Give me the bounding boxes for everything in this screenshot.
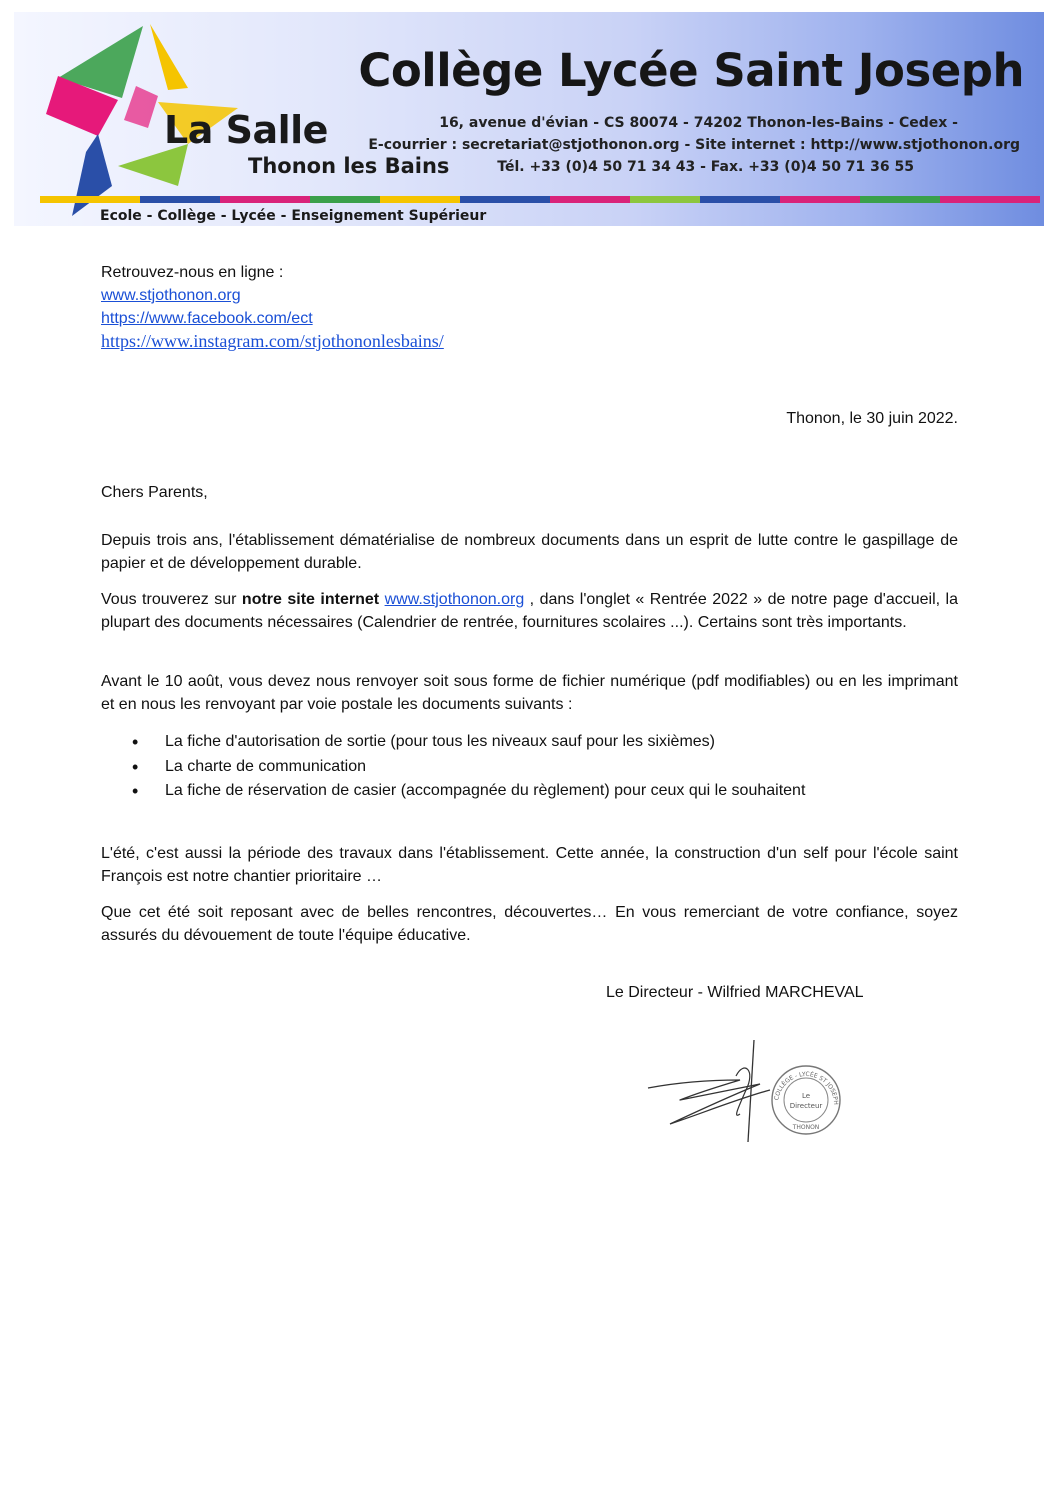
list-item: • La fiche d'autorisation de sortie (pour tous les niveaux sauf pour les sixièmes) bbox=[132, 730, 805, 755]
documents-list bbox=[132, 730, 805, 804]
signer-name: Le Directeur - Wilfried MARCHEVAL bbox=[606, 984, 864, 1001]
paragraph-2-bold: notre site internet bbox=[241, 591, 380, 608]
list-item: • La charte de communication bbox=[132, 755, 805, 780]
tagline: Ecole - Collège - Lycée - Enseignement Supérieur bbox=[100, 208, 487, 224]
stamp-center-line1: Le bbox=[801, 1092, 811, 1100]
school-name: Collège Lycée Saint Joseph bbox=[358, 44, 1024, 97]
paragraph-3: Avant le 10 août, vous devez nous renvoyer soit sous forme de fichier numérique (pdf modifiables) ou en les imprimant et en nous les renvoyant par voie postale les documents suivants : bbox=[101, 673, 958, 713]
paragraph-4: L'été, c'est aussi la période des travaux dans l'établissement. Cette année, la construction d'un self pour l'école saint François est notre chantier prioritaire … bbox=[101, 845, 958, 885]
school-contact: E-courrier : secretariat@stjothonon.org - Site internet : http://www.stjothonon.org bbox=[368, 137, 1020, 153]
brand-city: Thonon les Bains bbox=[248, 154, 450, 178]
paragraph-2-link[interactable]: www.stjothonon.org bbox=[384, 591, 525, 608]
website-link[interactable]: www.stjothonon.org bbox=[101, 287, 241, 304]
color-band bbox=[40, 196, 1040, 203]
online-links bbox=[101, 261, 444, 354]
letter-date: Thonon, le 30 juin 2022. bbox=[786, 410, 958, 427]
paragraph-1: Depuis trois ans, l'établissement dématérialise de nombreux documents dans un esprit de lutte contre le gaspillage de papier et de développement durable. bbox=[101, 532, 958, 572]
stamp-center-line2: Directeur bbox=[789, 1102, 823, 1110]
signature-and-stamp-icon bbox=[640, 1030, 850, 1150]
list-item: • La fiche de réservation de casier (accompagnée du règlement) pour ceux qui le souhaitent bbox=[132, 779, 805, 804]
instagram-link[interactable]: https://www.instagram.com/stjothononlesbains/ bbox=[101, 331, 444, 351]
paragraph-2-start: Vous trouverez sur bbox=[101, 591, 242, 608]
brand-name: La Salle bbox=[164, 108, 328, 152]
stamp-bottom-text: THONON bbox=[792, 1124, 820, 1131]
facebook-link[interactable]: https://www.facebook.com/ect bbox=[101, 310, 313, 327]
letterhead bbox=[14, 12, 1044, 226]
online-intro: Retrouvez-nous en ligne : bbox=[101, 264, 284, 281]
paragraph-5: Que cet été soit reposant avec de belles rencontres, découvertes… En vous remerciant de votre confiance, soyez assurés du dévouement de toute l'équipe éducative. bbox=[101, 904, 958, 944]
school-phone: Tél. +33 (0)4 50 71 34 43 - Fax. +33 (0)4 50 71 36 55 bbox=[497, 159, 914, 175]
school-address: 16, avenue d'évian - CS 80074 - 74202 Thonon-les-Bains - Cedex - bbox=[439, 115, 958, 131]
paragraph-2 bbox=[101, 588, 958, 634]
stamp-outer-textpath: COLLÈGE - LYCÉE ST JOSEPH bbox=[773, 1070, 840, 1105]
paragraph-2-end: , dans l'onglet « Rentrée 2022 » de notre page d'accueil, la plupart des documents nécessaires (Calendrier de rentrée, fournitures scolaires ...). Certains sont très importants. bbox=[101, 591, 959, 631]
greeting: Chers Parents, bbox=[101, 484, 208, 501]
